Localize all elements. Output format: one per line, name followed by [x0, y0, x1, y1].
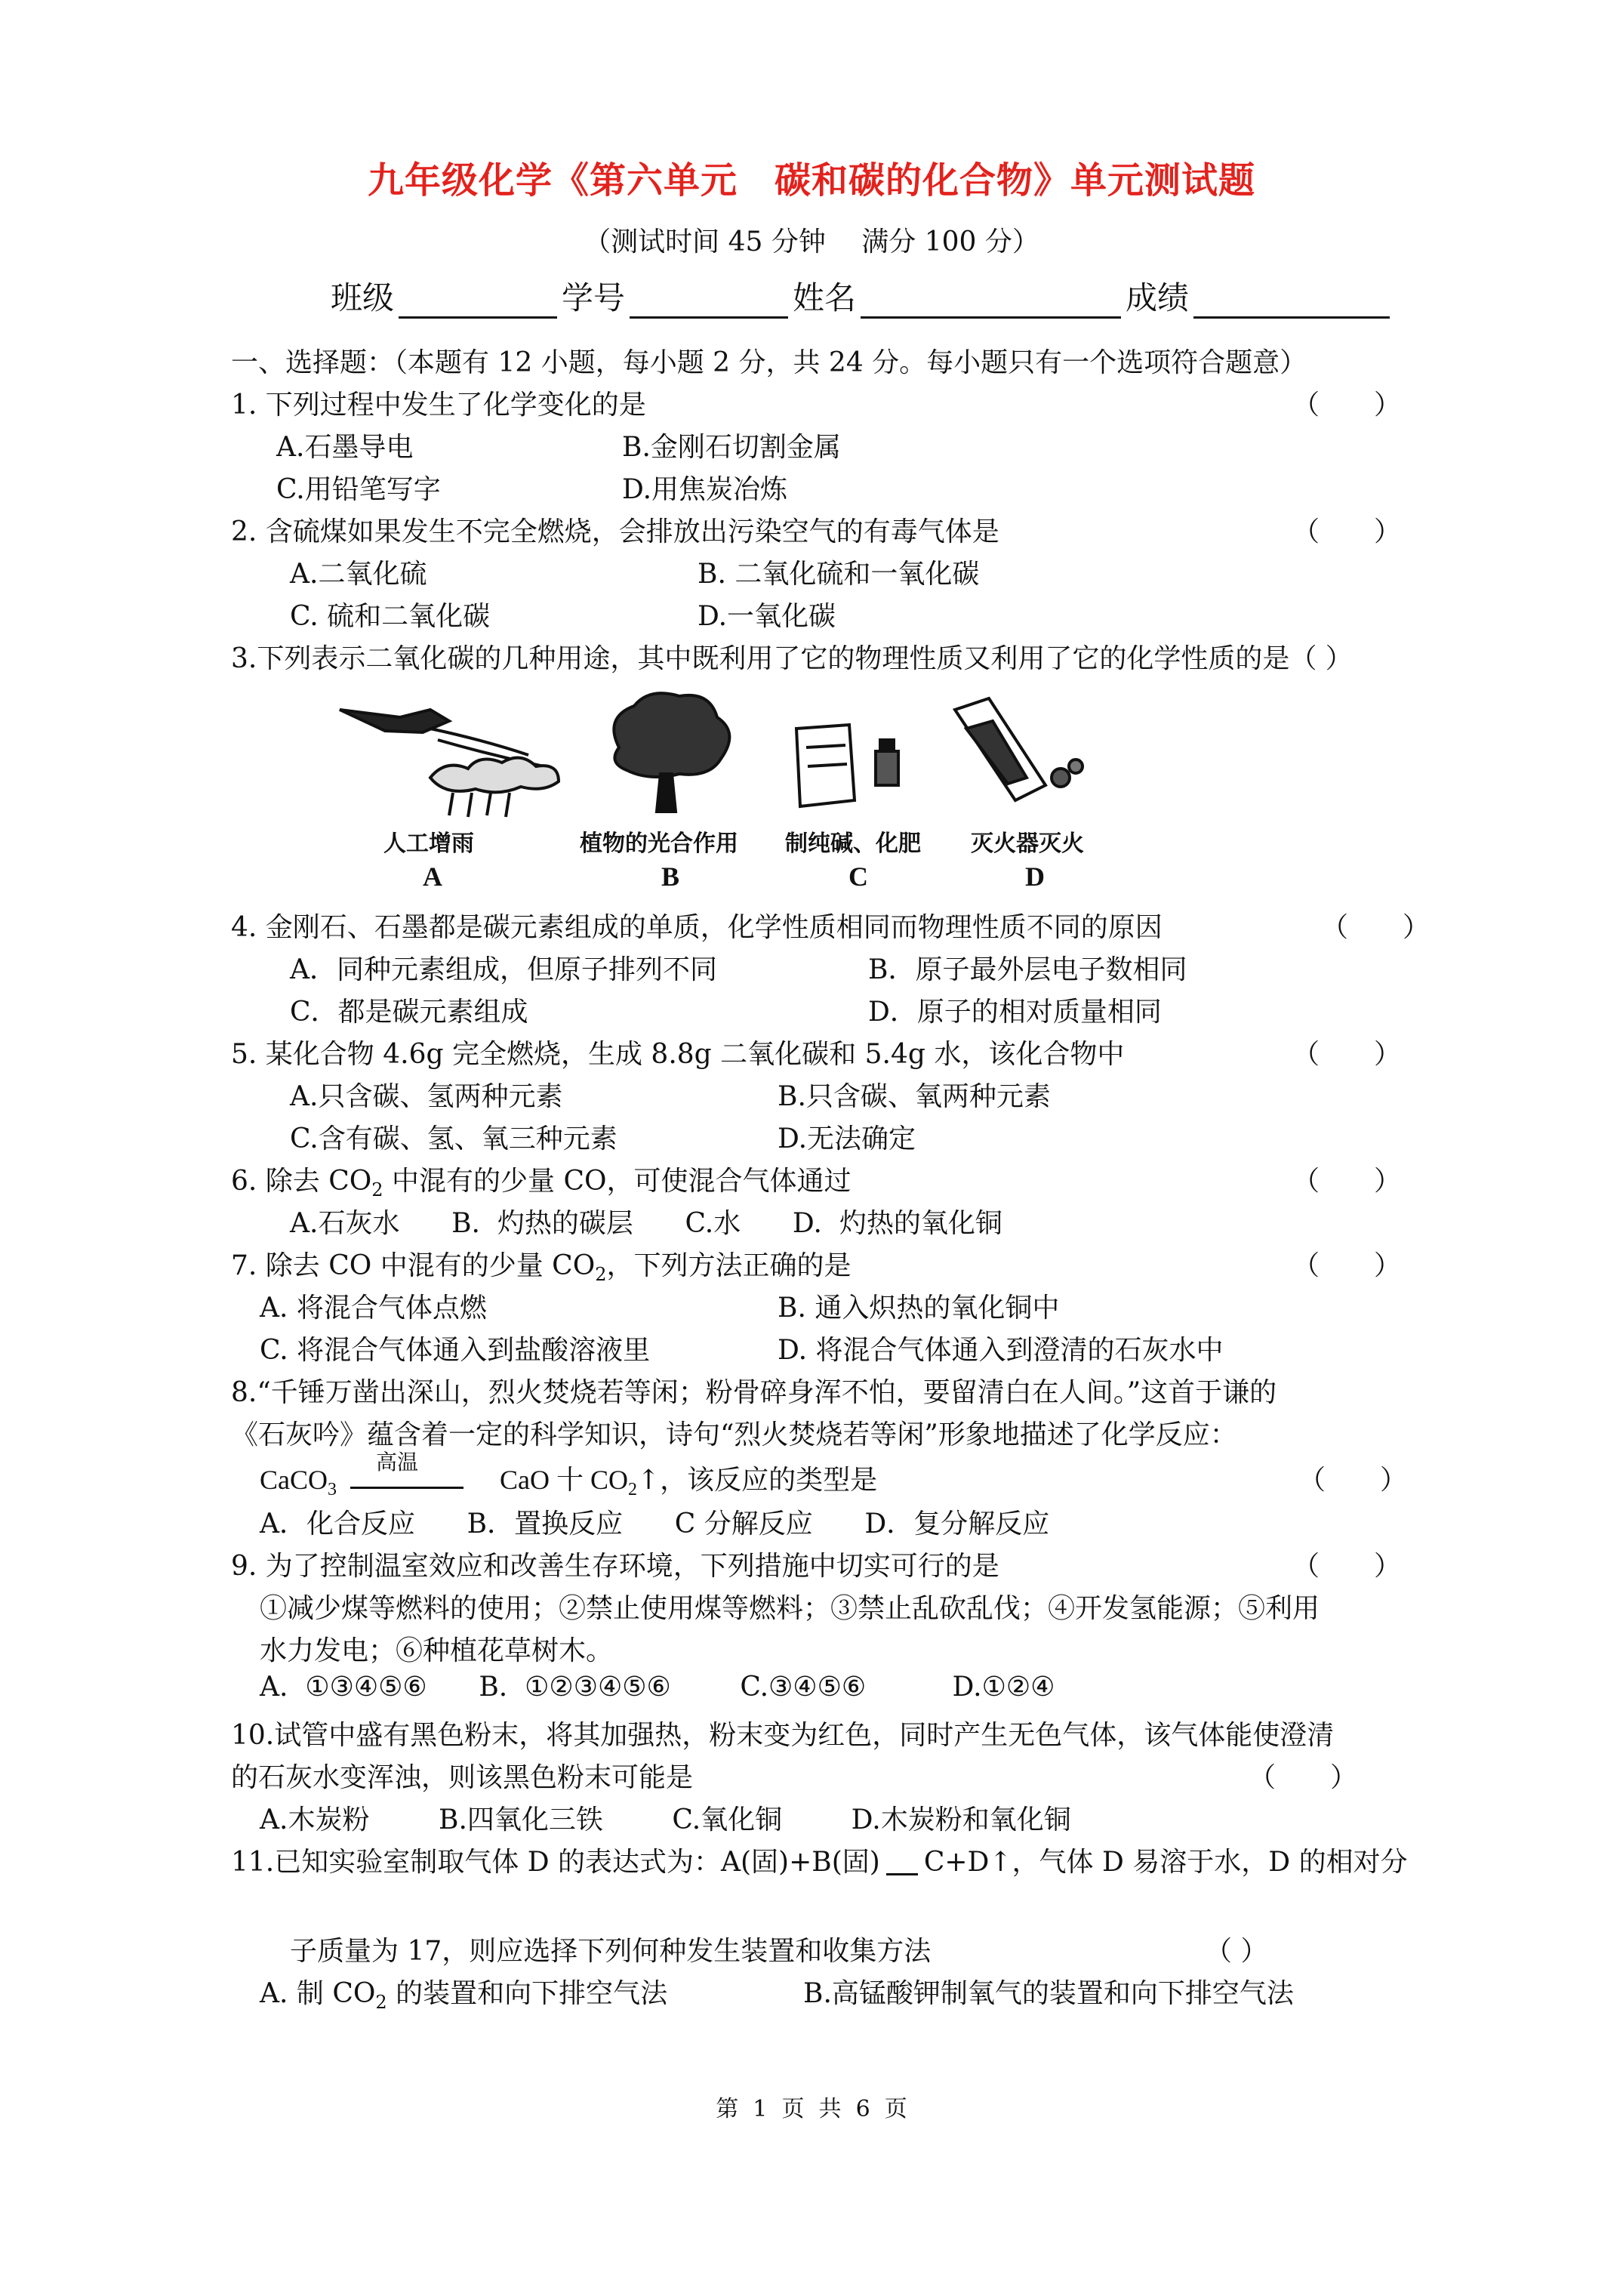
- q6-options: A.石灰水 B. 灼热的碳层 C.水 D. 灼热的氧化铜: [290, 1208, 1002, 1239]
- section-heading: 一、选择题：（本题有 12 小题，每小题 2 分，共 24 分。每小题只有一个选项符合题意）: [231, 347, 1307, 378]
- q8-eq-subscript: 3: [328, 1480, 337, 1500]
- q7-subscript: 2: [595, 1264, 607, 1286]
- q3-pic-d-letter: D: [1025, 861, 1045, 892]
- q9-stem: 9. 为了控制温室效应和改善生存环境，下列措施中切实可行的是: [231, 1551, 999, 1582]
- q5-stem: 5. 某化合物 4.6g 完全燃烧，生成 8.8g 二氧化碳和 5.4g 水，该化合物中: [231, 1039, 1125, 1070]
- q4-answer-paren[interactable]: （ ）: [1321, 912, 1431, 943]
- q7-stem-part: 7. 除去 CO 中混有的少量 CO: [231, 1250, 596, 1281]
- q8-line-1: 8.“千锤万凿出深山，烈火焚烧若等闲；粉骨碎身浑不怕，要留清白在人间。”这首于谦的: [231, 1377, 1277, 1408]
- q2-option-d: D.一氧化碳: [698, 601, 836, 632]
- name-label: 姓名: [793, 279, 857, 316]
- q5-option-a: A.只含碳、氢两种元素: [290, 1081, 563, 1112]
- q11-option-a: [260, 1972, 667, 2013]
- q5-option-c: C.含有碳、氢、氧三种元素: [290, 1123, 617, 1154]
- q4-option-d: D．原子的相对质量相同: [868, 997, 1162, 1028]
- q2-answer-paren[interactable]: （ ）: [1292, 516, 1402, 547]
- q6-stem: [231, 1160, 852, 1200]
- q3-pic-b-letter: B: [661, 861, 680, 892]
- q9-answer-paren[interactable]: （ ）: [1292, 1551, 1402, 1582]
- q9-line-2: ①减少煤等燃料的使用；②禁止使用煤等燃料；③禁止乱砍乱伐；④开发氢能源；⑤利用: [260, 1593, 1320, 1624]
- q11-expr-part: C+D↑，气体 D 易溶于水，D 的相对分: [923, 1847, 1408, 1878]
- q2-stem: 2. 含硫煤如果发生不完全燃烧，会排放出污染空气的有毒气体是: [231, 516, 999, 547]
- q1-option-a: A.石墨导电: [276, 432, 414, 463]
- q3-pic-a-label: 人工增雨: [383, 831, 474, 857]
- q6-subscript: 2: [371, 1179, 383, 1201]
- q3-pic-d-label: 灭火器灭火: [971, 831, 1084, 857]
- q11-option-b: B.高锰酸钾制氧气的装置和向下排空气法: [803, 1978, 1294, 2009]
- q7-stem: [231, 1244, 852, 1285]
- class-label: 班级: [331, 279, 395, 316]
- tree-icon: [614, 693, 729, 812]
- q11-line-2: 子质量为 17，则应选择下列何种发生装置和收集方法: [290, 1936, 932, 1967]
- q5-answer-paren[interactable]: （ ）: [1292, 1039, 1402, 1070]
- q10-answer-paren[interactable]: （ ）: [1249, 1762, 1358, 1793]
- q6-stem-part: 中混有的少量 CO，可使混合气体通过: [383, 1166, 852, 1197]
- q1-stem: 1. 下列过程中发生了化学变化的是: [231, 390, 646, 421]
- name-blank[interactable]: [861, 283, 1121, 319]
- student-id-blank[interactable]: [630, 283, 788, 319]
- q5-option-b: B.只含碳、氧两种元素: [778, 1081, 1051, 1112]
- q6-answer-paren[interactable]: （ ）: [1292, 1166, 1402, 1197]
- class-blank[interactable]: [399, 283, 557, 319]
- airplane-cloud-icon: [340, 710, 559, 817]
- q10-line-1: 10.试管中盛有黑色粉末，将其加强热，粉末变为红色，同时产生无色气体，该气体能使澄清: [231, 1720, 1335, 1751]
- q5-option-d: D.无法确定: [778, 1123, 916, 1154]
- q2-option-a: A.二氧化硫: [290, 559, 427, 590]
- student-info-fields: [331, 273, 1394, 319]
- page-number: 第 1 页 共 6 页: [716, 2096, 907, 2122]
- q1-option-c: C.用铅笔写字: [276, 474, 441, 505]
- q11-expr-part: 11.已知实验室制取气体 D 的表达式为：A(固)+B(固): [231, 1847, 880, 1878]
- q7-answer-paren[interactable]: （ ）: [1292, 1250, 1402, 1281]
- fertilizer-bag-icon: [796, 725, 898, 806]
- q8-equation: [260, 1450, 878, 1500]
- q10-options: A.木炭粉 B.四氧化三铁 C.氧化铜 D.木炭粉和氧化铜: [260, 1804, 1071, 1835]
- q4-option-b: B．原子最外层电子数相同: [868, 954, 1187, 985]
- q4-stem: 4. 金刚石、石墨都是碳元素组成的单质，化学性质相同而物理性质不同的原因: [231, 912, 1163, 943]
- page-title: 九年级化学《第六单元 碳和碳的化合物》单元测试题: [367, 159, 1255, 202]
- q9-line-3: 水力发电；⑥种植花草树木。: [260, 1635, 614, 1666]
- q8-eq-products: CaO 十 CO: [500, 1465, 628, 1495]
- q7-option-d: D. 将混合气体通入到澄清的石灰水中: [778, 1335, 1224, 1366]
- q11-line-1: [231, 1841, 1408, 1879]
- score-label: 成绩: [1126, 279, 1190, 316]
- q8-eq-bar: [350, 1487, 463, 1489]
- q8-eq-tail: ↑，该反应的类型是: [637, 1465, 878, 1496]
- q9-options: A. ①③④⑤⑥ B. ①②③④⑤⑥ C.③④⑤⑥ D.①②④: [260, 1672, 1055, 1703]
- q7-option-a: A. 将混合气体点燃: [260, 1293, 487, 1324]
- q7-option-b: B. 通入炽热的氧化铜中: [778, 1293, 1060, 1324]
- q8-answer-paren[interactable]: （ ）: [1298, 1465, 1408, 1496]
- q11-reaction-bar: [886, 1873, 918, 1875]
- q8-line-2: 《石灰吟》蕴含着一定的科学知识，诗句“烈火焚烧若等闲”形象地描述了化学反应：: [231, 1419, 1237, 1450]
- fire-extinguisher-icon: [955, 698, 1083, 800]
- test-info: （测试时间 45 分钟 满分 100 分）: [584, 227, 1039, 257]
- q8-eq-reactant: CaCO: [260, 1465, 328, 1495]
- q1-option-d: D.用焦炭冶炼: [622, 474, 788, 505]
- q3-pic-c-letter: C: [848, 861, 868, 892]
- q3-pic-b-label: 植物的光合作用: [580, 831, 738, 857]
- q11-subscript: 2: [375, 1992, 387, 2014]
- q7-option-c: C. 将混合气体通入到盐酸溶液里: [260, 1335, 651, 1366]
- q8-eq-condition-text: 高温: [376, 1450, 419, 1475]
- q8-eq-subscript: 2: [628, 1480, 637, 1500]
- q11-answer-paren[interactable]: （ ）: [1205, 1936, 1268, 1967]
- q11-option-a-part: 的装置和向下排空气法: [387, 1978, 668, 2009]
- q11-option-a-part: A. 制 CO: [260, 1978, 376, 2009]
- q4-option-a: A．同种元素组成，但原子排列不同: [290, 954, 717, 985]
- q8-eq-condition: [350, 1450, 479, 1489]
- q1-answer-paren[interactable]: （ ）: [1292, 390, 1402, 421]
- q4-option-c: C．都是碳元素组成: [290, 997, 528, 1028]
- q2-option-b: B. 二氧化硫和一氧化碳: [698, 559, 980, 590]
- q3-pic-a-letter: A: [423, 861, 442, 892]
- q3-stem: 3.下列表示二氧化碳的几种用途，其中既利用了它的物理性质又利用了它的化学性质的是（ ）: [231, 643, 1353, 674]
- q3-pic-c-label: 制纯碱、化肥: [785, 831, 921, 857]
- q1-option-b: B.金刚石切割金属: [622, 432, 841, 463]
- q10-line-2: 的石灰水变浑浊，则该黑色粉末可能是: [231, 1762, 694, 1793]
- student-id-label: 学号: [562, 279, 626, 316]
- q6-stem-part: 6. 除去 CO: [231, 1166, 372, 1197]
- q2-option-c: C. 硫和二氧化碳: [290, 601, 491, 632]
- q8-options: A．化合反应 B．置换反应 C 分解反应 D．复分解反应: [260, 1509, 1050, 1539]
- q3-illustrations: [317, 687, 1163, 823]
- score-blank[interactable]: [1193, 283, 1390, 319]
- q7-stem-part: ，下列方法正确的是: [606, 1250, 852, 1281]
